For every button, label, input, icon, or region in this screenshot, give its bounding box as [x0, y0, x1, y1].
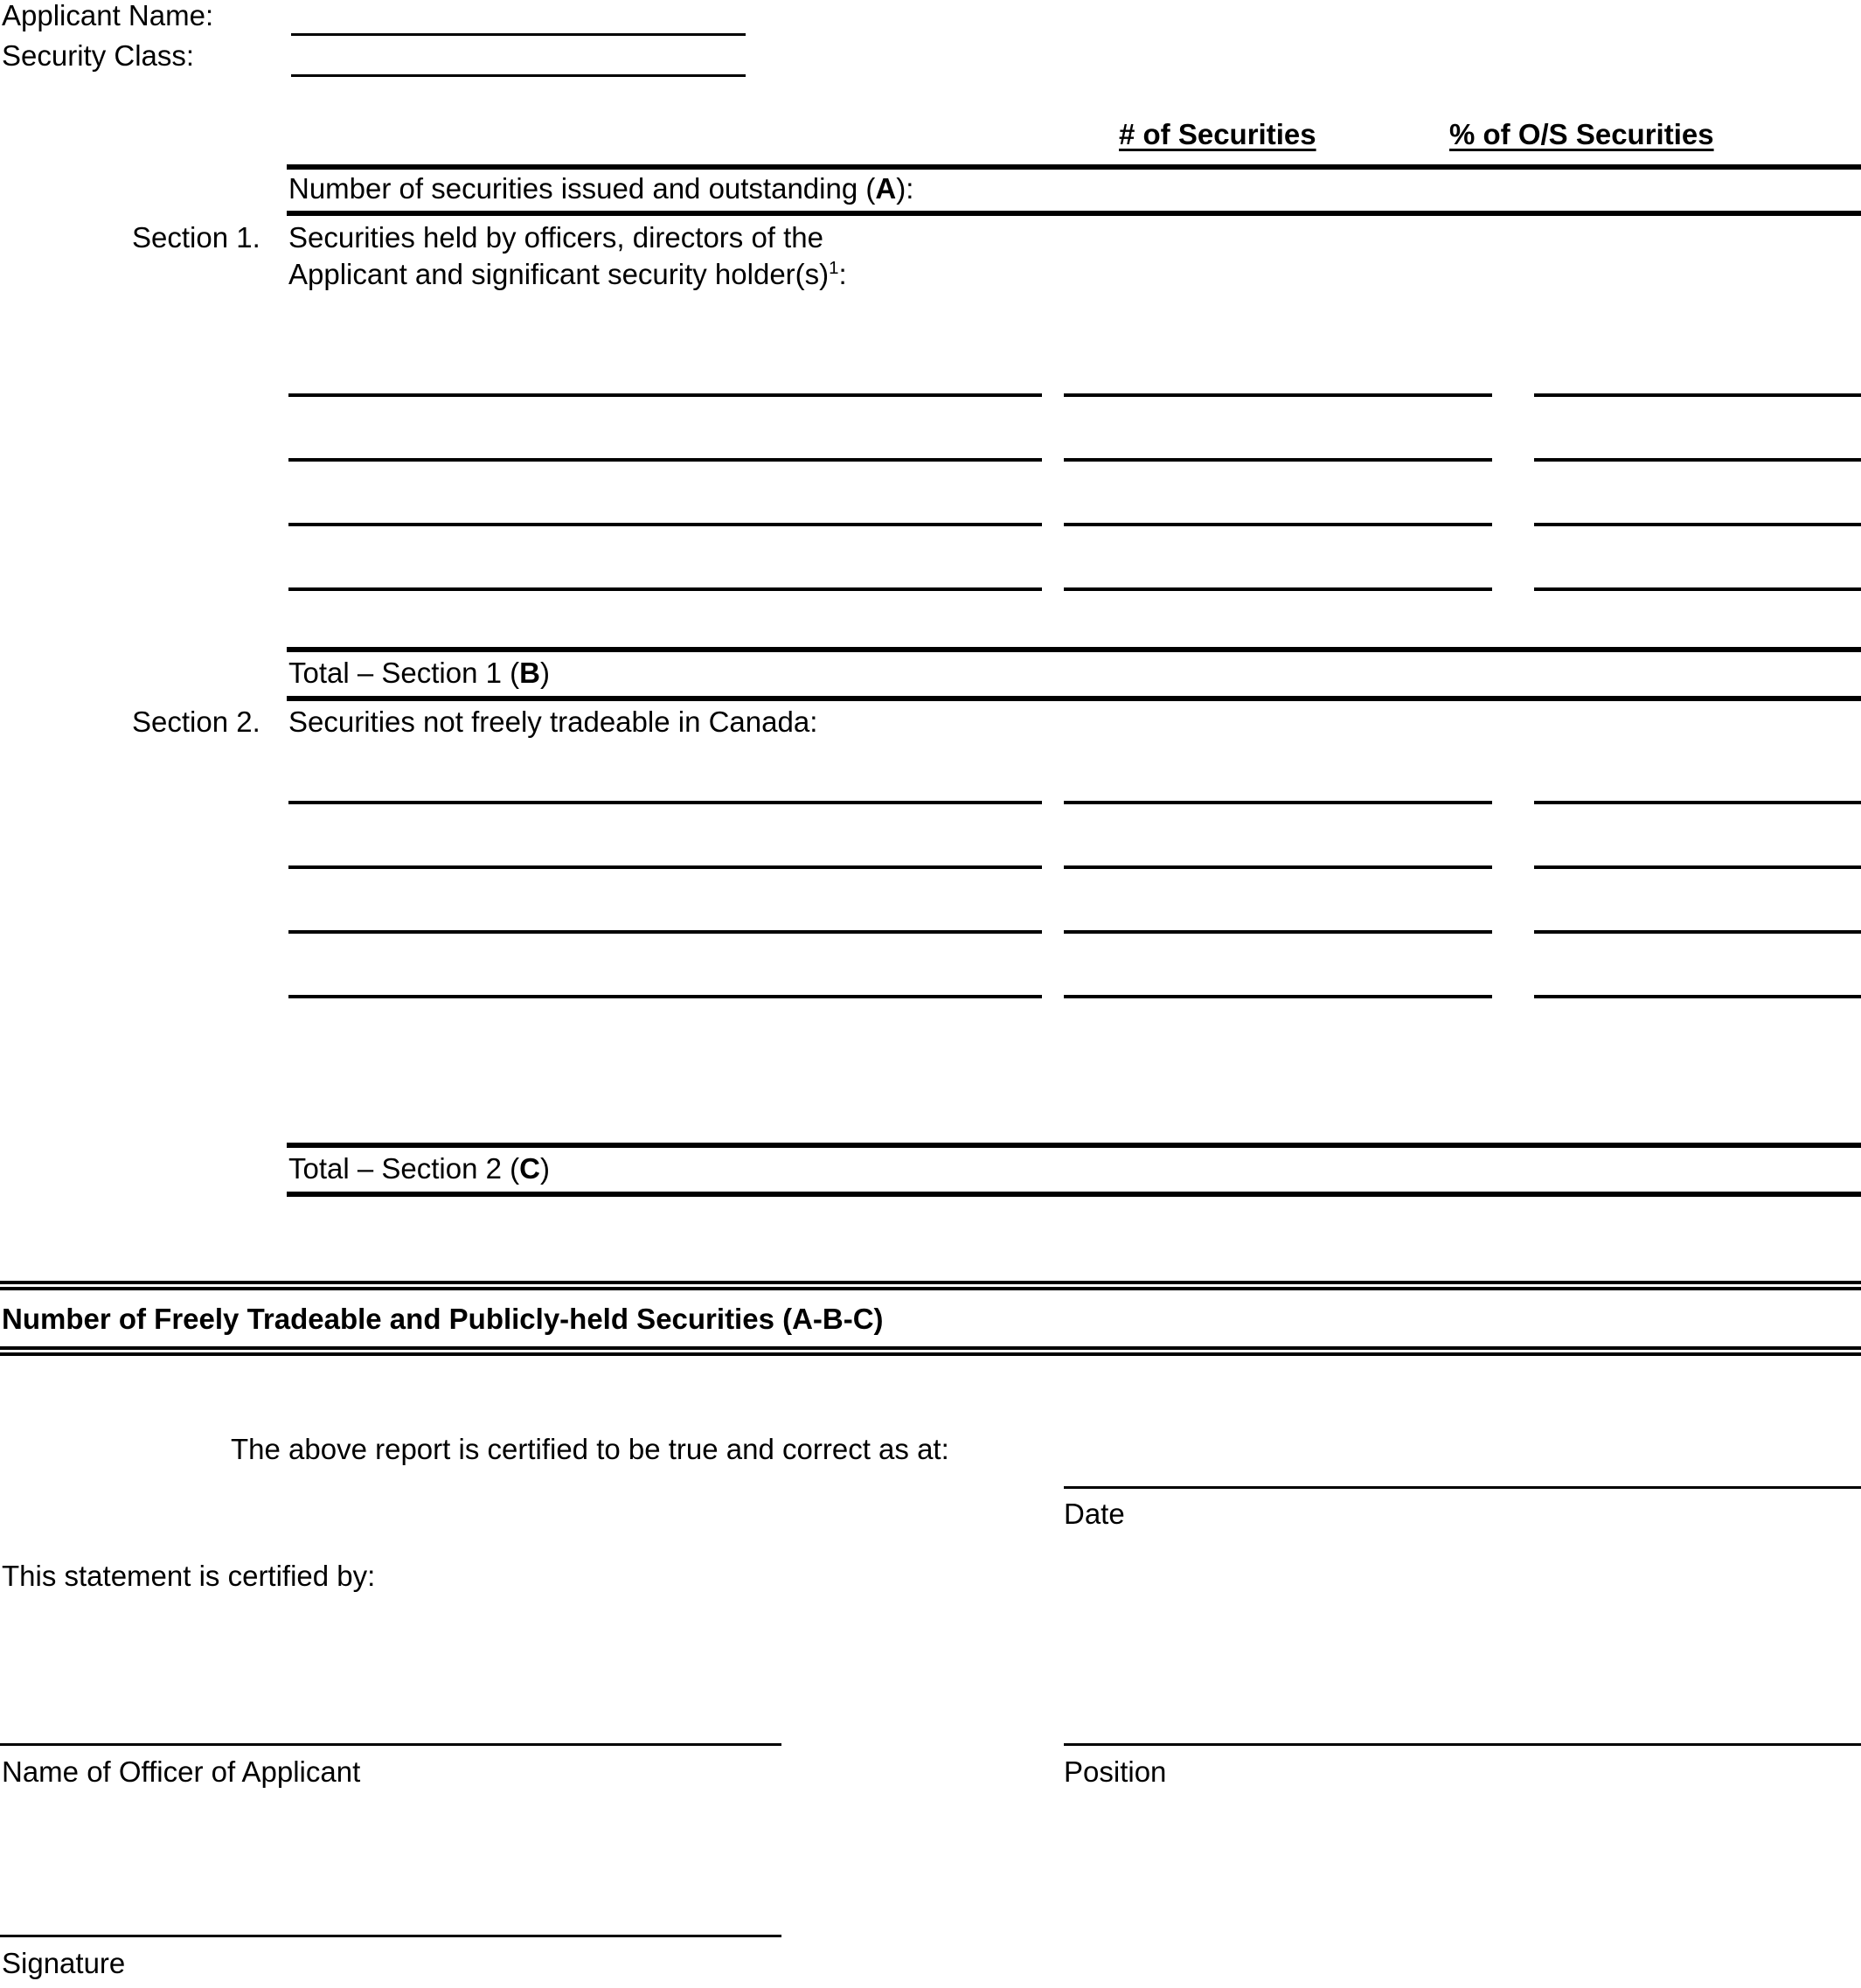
section-2-number: Section 2.	[132, 706, 260, 738]
section-2-entry-row-2-count-line[interactable]	[1064, 865, 1492, 869]
issued-and-outstanding-suffix: ):	[896, 172, 914, 205]
section-2-entry-row-4-description-line[interactable]	[288, 995, 1042, 998]
section-2-entry-row-4-percent-line[interactable]	[1534, 995, 1861, 998]
issued-and-outstanding-prefix: Number of securities issued and outstanding (	[288, 172, 876, 205]
column-header-number-of-securities: # of Securities	[1119, 118, 1316, 150]
summary-top-double-rule	[0, 1281, 1861, 1290]
total-section-1-bottom-rule	[287, 696, 1861, 701]
certified-by-label: This statement is certified by:	[2, 1560, 376, 1592]
total-section-1-label	[288, 656, 550, 691]
section-2-entry-row-2-percent-line[interactable]	[1534, 865, 1861, 869]
total-section-2-bottom-rule	[287, 1192, 1861, 1197]
total-section-2-top-rule	[287, 1143, 1861, 1148]
section-1-number: Section 1.	[132, 221, 260, 254]
section-1-line-2-suffix: :	[838, 258, 847, 290]
section-2-entry-row-2-description-line[interactable]	[288, 865, 1042, 869]
section-1-entry-row-3-count-line[interactable]	[1064, 523, 1492, 526]
total-section-1-code: B	[519, 657, 540, 689]
section-2-entry-row-3-percent-line[interactable]	[1534, 930, 1861, 934]
section-1-entry-row-2-count-line[interactable]	[1064, 458, 1492, 462]
section-2-entry-row-3-count-line[interactable]	[1064, 930, 1492, 934]
column-header-percent-of-os-securities: % of O/S Securities	[1449, 118, 1714, 150]
section-2-entry-row-4-count-line[interactable]	[1064, 995, 1492, 998]
signature-input-line[interactable]	[0, 1935, 781, 1937]
date-input-line[interactable]	[1064, 1486, 1861, 1489]
total-section-2-code: C	[519, 1152, 540, 1185]
total-section-2-prefix: Total – Section 2 (	[288, 1152, 520, 1185]
security-class-label: Security Class:	[2, 39, 195, 72]
date-label: Date	[1064, 1498, 1125, 1530]
section-2-line-1: Securities not freely tradeable in Canada:	[288, 706, 818, 738]
total-section-2-suffix: )	[540, 1152, 550, 1185]
section-1-entry-row-4-count-line[interactable]	[1064, 587, 1492, 591]
applicant-name-input-line[interactable]	[291, 33, 746, 36]
total-section-1-suffix: )	[540, 657, 550, 689]
position-input-line[interactable]	[1064, 1743, 1861, 1746]
section-2-entry-row-1-percent-line[interactable]	[1534, 801, 1861, 804]
total-section-2-label	[288, 1151, 550, 1186]
section-1-line-1: Securities held by officers, directors of the	[288, 221, 824, 254]
section-1-entry-row-1-count-line[interactable]	[1064, 393, 1492, 397]
section-1-entry-row-3-description-line[interactable]	[288, 523, 1042, 526]
section-1-footnote-marker: 1	[829, 258, 839, 278]
applicant-name-label: Applicant Name:	[2, 0, 214, 31]
section-1-entry-row-2-description-line[interactable]	[288, 458, 1042, 462]
section-1-line-2	[288, 257, 847, 292]
section-1-line-2-prefix: Applicant and significant security holder(s)	[288, 258, 830, 290]
signature-label: Signature	[2, 1947, 126, 1979]
section-1-entry-row-4-percent-line[interactable]	[1534, 587, 1861, 591]
section-2-entry-row-1-count-line[interactable]	[1064, 801, 1492, 804]
section-2-entry-row-3-description-line[interactable]	[288, 930, 1042, 934]
summary-bottom-double-rule	[0, 1346, 1861, 1356]
section-1-entry-row-1-percent-line[interactable]	[1534, 393, 1861, 397]
security-class-input-line[interactable]	[291, 74, 746, 77]
name-of-officer-input-line[interactable]	[0, 1743, 781, 1746]
section-2-entry-row-1-description-line[interactable]	[288, 801, 1042, 804]
name-of-officer-label: Name of Officer of Applicant	[2, 1755, 361, 1788]
issued-and-outstanding-code: A	[875, 172, 897, 205]
section-1-entry-row-4-description-line[interactable]	[288, 587, 1042, 591]
section-1-entry-row-1-description-line[interactable]	[288, 393, 1042, 397]
certified-as-at-label: The above report is certified to be true and correct as at:	[231, 1433, 949, 1465]
position-label: Position	[1064, 1755, 1167, 1788]
section-1-entry-row-3-percent-line[interactable]	[1534, 523, 1861, 526]
summary-label: Number of Freely Tradeable and Publicly-held Securities (A-B-C)	[2, 1303, 884, 1335]
row-a-bottom-rule	[287, 211, 1861, 216]
total-section-1-top-rule	[287, 647, 1861, 652]
section-1-entry-row-2-percent-line[interactable]	[1534, 458, 1861, 462]
issued-and-outstanding-label	[288, 171, 913, 206]
total-section-1-prefix: Total – Section 1 (	[288, 657, 520, 689]
row-a-top-rule	[287, 164, 1861, 170]
